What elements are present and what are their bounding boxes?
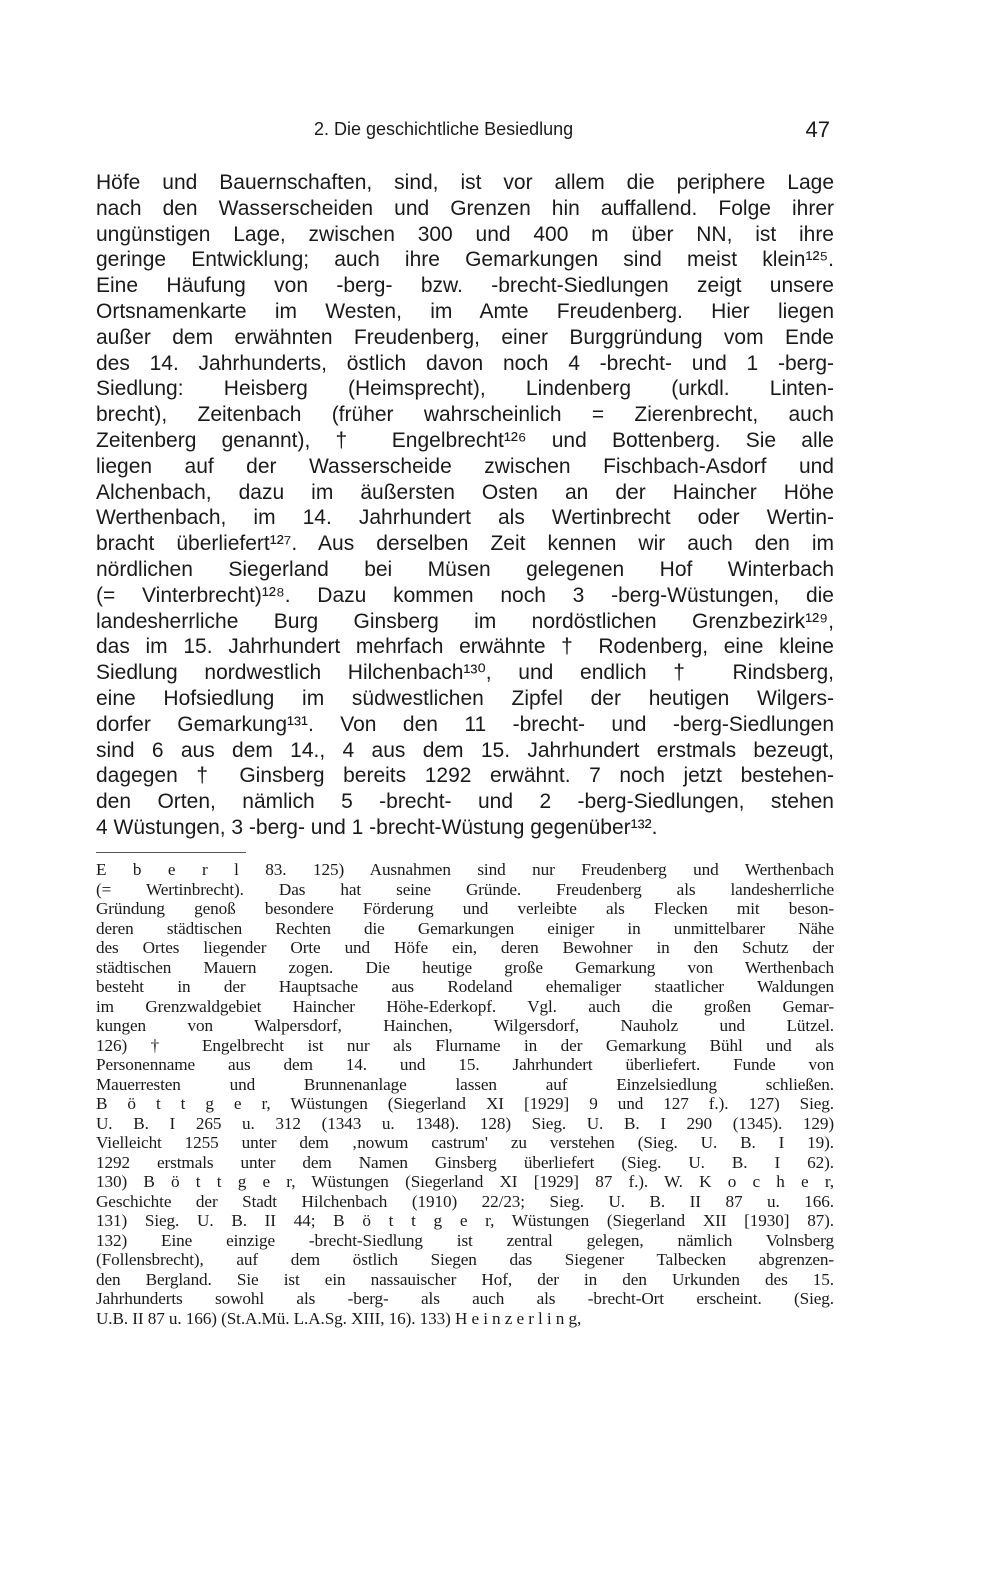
body-line: (= Vinterbrecht)¹²⁸. Dazu kommen noch 3 -berg-Wüstungen, die [96,583,834,607]
footnote-line: (= Wertinbrecht). Das hat seine Gründe. Freudenberg als landesherrliche [96,879,834,899]
body-line: nördlichen Siegerland bei Müsen gelegenen Hof Winterbach [96,557,834,581]
footnote-line: den Bergland. Sie ist ein nassauischer Hof, der in den Urkunden des 15. [96,1269,834,1289]
body-line: geringe Entwicklung; auch ihre Gemarkungen sind meist klein¹²⁵. [96,248,834,272]
body-line: liegen auf der Wasserscheide zwischen Fischbach-Asdorf und [96,454,834,478]
footnote-line: 132) Eine einzige -brecht-Siedlung ist zentral gelegen, nämlich Volnsberg [96,1230,834,1250]
body-line: Ortsnamenkarte im Westen, im Amte Freudenberg. Hier liegen [96,299,834,323]
body-line: Alchenbach, dazu im äußersten Osten an der Haincher Höhe [96,480,834,504]
body-line: sind 6 aus dem 14., 4 aus dem 15. Jahrhundert erstmals bezeugt, [96,738,834,762]
body-line: bracht überliefert¹²⁷. Aus derselben Zeit kennen wir auch den im [96,532,834,556]
footnote-line: kungen von Walpersdorf, Hainchen, Wilgersdorf, Nauholz und Lützel. [96,1016,834,1035]
footnotes [96,860,834,1328]
body-line: außer dem erwähnten Freudenberg, einer Burggründung vom Ende [96,325,834,349]
body-line: dorfer Gemarkung¹³¹. Von den 11 -brecht- und -berg-Siedlungen [96,712,834,736]
body-line: den Orten, nämlich 5 -brecht- und 2 -berg-Siedlungen, stehen [96,790,834,814]
body-line: Zeitenberg genannt), † Engelbrecht¹²⁶ und Bottenberg. Sie alle [96,428,834,452]
page-number: 47 [805,117,830,142]
footnote-line: E b e r l 83. 125) Ausnahmen sind nur Freudenberg und Werthenbach [96,860,834,879]
footnote-line: des Ortes liegender Orte und Höfe ein, deren Bewohner in den Schutz der [96,938,834,957]
footnote-line: Geschichte der Stadt Hilchenbach (1910) 22/23; Sieg. U. B. II 87 u. 166. [96,1191,834,1211]
footnote-line: U.B. II 87 u. 166) (St.A.Mü. L.A.Sg. XIII, 16). 133) H e i n z e r l i n g, [96,1308,582,1328]
footnote-line: deren städtischen Rechten die Gemarkungen einiger in unmittelbarer Nähe [96,918,834,938]
body-line: des 14. Jahrhunderts, östlich davon noch 4 -brecht- und 1 -berg- [96,351,834,375]
body-line: nach den Wasserscheiden und Grenzen hin auffallend. Folge ihrer [96,196,834,220]
footnote-line: Personenname aus dem 14. und 15. Jahrhundert überliefert. Funde von [96,1055,834,1074]
footnote-line: 1292 erstmals unter dem Namen Ginsberg überliefert (Sieg. U. B. I 62). [96,1152,834,1172]
footnote-line: Jahrhunderts sowohl als -berg- als auch als -brecht-Ort erscheint. (Sieg. [96,1289,834,1308]
body-line: brecht), Zeitenbach (früher wahrscheinlich = Zierenbrecht, auch [96,403,834,427]
footnote-line: Gründung genoß besondere Förderung und verleibte als Flecken mit beson- [96,899,834,918]
footnote-line: B ö t t g e r, Wüstungen (Siegerland XI [1929] 9 und 127 f.). 127) Sieg. [96,1094,834,1113]
footnote-line: besteht in der Hauptsache aus Rodeland ehemaliger staatlicher Waldungen [96,977,834,996]
footnote-separator [96,852,246,853]
body-line: Siedlung: Heisberg (Heimsprecht), Lindenberg (urkdl. Linten- [96,377,834,401]
footnote-line: 130) B ö t t g e r, Wüstungen (Siegerland XI [1929] 87 f.). W. K o c h e r, [96,1172,834,1191]
body-line: Eine Häufung von -berg- bzw. -brecht-Siedlungen zeigt unsere [96,274,834,298]
footnote-line: Vielleicht 1255 unter dem ‚nowum castrum' zu verstehen (Sieg. U. B. I 19). [96,1133,834,1152]
body-line: Höfe und Bauernschaften, sind, ist vor allem die periphere Lage [96,171,834,194]
body-line: landesherrliche Burg Ginsberg im nordöstlichen Grenzbezirk¹²⁹, [96,609,834,633]
footnote-line: im Grenzwaldgebiet Haincher Höhe-Ederkopf. Vgl. auch die großen Gemar- [96,996,834,1016]
body-text [96,170,834,841]
footnote-line: U. B. I 265 u. 312 (1343 u. 1348). 128) Sieg. U. B. I 290 (1345). 129) [96,1113,834,1133]
footnote-line: Mauerresten und Brunnenanlage lassen auf Einzelsiedlung schließen. [96,1074,834,1094]
footnote-line: 126) † Engelbrecht ist nur als Flurname in der Gemarkung Bühl und als [96,1035,834,1055]
body-line: 4 Wüstungen, 3 -berg- und 1 -brecht-Wüstung gegenüber¹³². [96,815,658,839]
body-line: Werthenbach, im 14. Jahrhundert als Wertinbrecht oder Wertin- [96,506,834,530]
footnote-line: (Follensbrecht), auf dem östlich Siegen das Siegener Talbecken abgrenzen- [96,1250,834,1269]
body-line: eine Hofsiedlung im südwestlichen Zipfel der heutigen Wilgers- [96,686,834,710]
footnote-line: städtischen Mauern zogen. Die heutige große Gemarkung von Werthenbach [96,957,834,977]
body-line: dagegen † Ginsberg bereits 1292 erwähnt. 7 noch jetzt bestehen- [96,764,834,788]
body-line: ungünstigen Lage, zwischen 300 und 400 m über NN, ist ihre [96,222,834,246]
chapter-title: 2. Die geschichtliche Besiedlung [314,119,574,139]
running-header [96,119,834,149]
footnote-line: 131) Sieg. U. B. II 44; B ö t t g e r, Wüstungen (Siegerland XII [1930] 87). [96,1211,834,1230]
body-line: das im 15. Jahrhundert mehrfach erwähnte † Rodenberg, eine kleine [96,635,834,659]
body-line: Siedlung nordwestlich Hilchenbach¹³⁰, und endlich † Rindsberg, [96,661,834,685]
